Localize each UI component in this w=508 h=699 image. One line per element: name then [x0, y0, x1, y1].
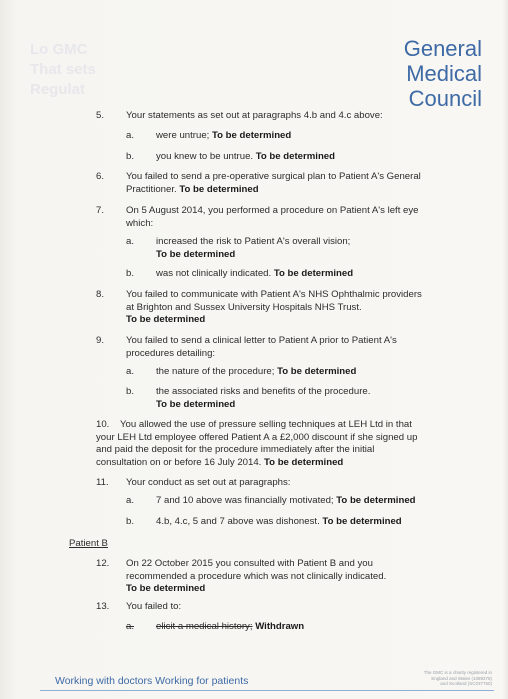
- item-number: 8.: [96, 289, 105, 300]
- logo-line: Council: [408, 86, 482, 111]
- status-label: To be determined: [255, 151, 335, 162]
- status-label: To be determined: [179, 183, 259, 195]
- item-number: a.: [126, 366, 135, 377]
- item-text: increased the risk to Patient A's overall vision; To be determined: [156, 236, 351, 260]
- status-label: Withdrawn: [255, 621, 305, 632]
- list-item: 10. You allowed the use of pressure selling techniques at LEH Ltd in that your LEH Ltd employee offered Patient A a £2,000 discount if she signed up and paid the deposit for the procedure immediately after the initial consultation on or before 16 July 2014. To be determined: [96, 419, 418, 468]
- item-number: b.: [126, 386, 135, 397]
- item-text: 7 and 10 above was financially motivated; To be determined: [156, 495, 416, 506]
- item-number: 9.: [96, 335, 105, 346]
- item-text: Your statements as set out at paragraphs 4.b and 4.c above:: [126, 110, 383, 121]
- gmc-logo: [404, 36, 482, 111]
- item-text: Your conduct as set out at paragraphs:: [126, 477, 291, 488]
- status-label: To be determined: [277, 366, 357, 377]
- item-text: You failed to send a pre-operative surgical plan to Patient A's General Practitioner. To be determined: [126, 171, 421, 195]
- item-number: b.: [126, 268, 135, 279]
- status-label: To be determined: [322, 516, 402, 527]
- ghost-heading: [30, 40, 140, 100]
- item-number: a.: [126, 495, 135, 506]
- item-text: [156, 621, 446, 634]
- struck-text: elicit a medical history;: [156, 621, 253, 632]
- item-text: You failed to:: [126, 601, 182, 612]
- item-number: a.: [126, 621, 135, 632]
- ghost-line: Regulat: [30, 81, 86, 98]
- item-text: were untrue; To be determined: [156, 130, 292, 141]
- item-number: 12.: [96, 558, 110, 569]
- item-text: you knew to be untrue. To be determined: [156, 151, 335, 162]
- logo-line: Medical: [406, 61, 482, 86]
- item-number: 11.: [96, 477, 109, 488]
- item-number: a.: [126, 236, 135, 247]
- item-text: You allowed the use of pressure selling techniques at LEH Ltd in that: [120, 419, 412, 430]
- item-text: You failed to send a clinical letter to Patient A prior to Patient A's procedures detailing:: [126, 335, 397, 359]
- footer-divider: [40, 690, 494, 691]
- item-text: the associated risks and benefits of the procedure. To be determined: [156, 386, 371, 410]
- footer-tagline: Working with doctors Working for patients: [55, 675, 249, 687]
- item-text: 4.b, 4.c, 5 and 7 above was dishonest. To be determined: [156, 516, 402, 527]
- section-heading-patient-b: Patient B: [69, 538, 108, 549]
- footer-small-print: The GMC is a charity registered in England and Wales (1089278) and Scotland (SC037750): [423, 670, 492, 686]
- item-text: was not clinically indicated. To be determined: [156, 268, 354, 279]
- status-label: To be determined: [156, 248, 236, 260]
- item-text: On 22 October 2015 you consulted with Patient B and you recommended a procedure which was not clinically indicated. To be determined: [126, 558, 387, 594]
- status-label: To be determined: [126, 583, 206, 594]
- status-label: To be determined: [126, 314, 206, 325]
- item-number: 6.: [96, 171, 105, 182]
- status-label: To be determined: [336, 495, 416, 506]
- item-number: 13.: [96, 601, 110, 612]
- item-number: 7.: [96, 205, 105, 216]
- logo-line: General: [403, 36, 482, 61]
- item-number: a.: [126, 130, 135, 141]
- item-number: 10.: [96, 419, 110, 430]
- item-text: the nature of the procedure; To be determined: [156, 366, 357, 377]
- status-label: To be determined: [273, 268, 354, 279]
- item-number: 5.: [96, 110, 105, 121]
- item-number: b.: [126, 151, 135, 162]
- item-text: You failed to communicate with Patient A's NHS Ophthalmic providers at Brighton and Sussex University Hospitals NHS Trust. To be determined: [126, 289, 422, 325]
- ghost-line: Lo GMC: [30, 41, 88, 58]
- status-label: To be determined: [156, 398, 236, 410]
- page-edge-shadow: [502, 0, 508, 699]
- item-text: On 5 August 2014, you performed a procedure on Patient A's left eye which:: [126, 205, 419, 229]
- ghost-line: That sets: [30, 61, 96, 78]
- status-label: To be determined: [264, 456, 344, 468]
- status-label: To be determined: [212, 130, 292, 141]
- item-number: b.: [126, 516, 135, 527]
